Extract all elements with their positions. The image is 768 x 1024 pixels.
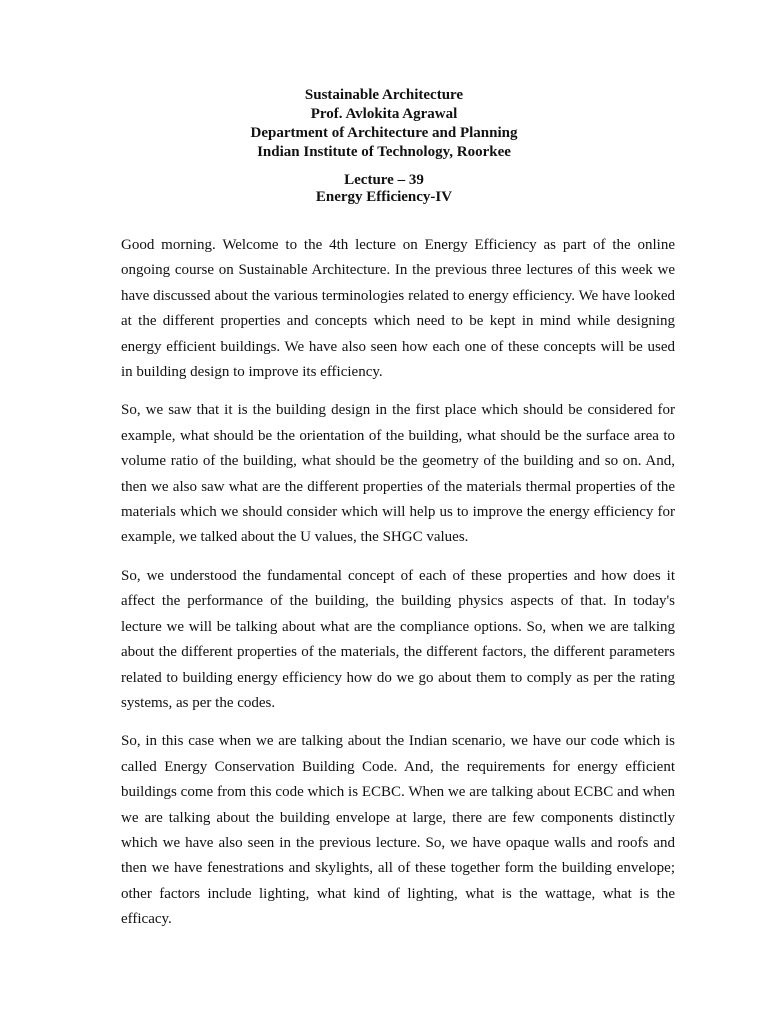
lecture-title: Energy Efficiency-IV bbox=[315, 189, 453, 205]
professor-name: Prof. Avlokita Agrawal bbox=[310, 106, 458, 122]
document-body bbox=[121, 233, 675, 946]
paragraph: So, we saw that it is the building design in the first place which should be considered for example, what should be the orientation of the building, what should be the surface area to volume ratio of the building, what should be the geometry of the building and so on. And, then we also saw what are the different properties of the materials thermal properties of the materials which we should consider which will help us to improve the energy efficiency for example, we talked about the U values, the SHGC values. bbox=[121, 402, 675, 546]
lecture-heading bbox=[0, 172, 768, 206]
paragraph: So, we understood the fundamental concept of each of these properties and how does it affect the performance of the building, the building physics aspects of that. In today's lecture we will be talking about what are the compliance options. So, when we are talking about the different properties of the materials, the different factors, the different parameters related to building energy efficiency how do we go about them to comply as per the rating systems, as per the codes. bbox=[121, 567, 675, 711]
document-header bbox=[0, 86, 768, 162]
paragraph: Good morning. Welcome to the 4th lecture on Energy Efficiency as part of the online ongoing course on Sustainable Architecture. In the previous three lectures of this week we have discussed about the various terminologies related to energy efficiency. We have looked at the different properties and concepts which need to be kept in mind while designing energy efficient buildings. We have also seen how each one of these concepts will be used in building design to improve its efficiency. bbox=[121, 237, 675, 381]
course-title: Sustainable Architecture bbox=[304, 87, 464, 103]
lecture-number: Lecture – 39 bbox=[344, 172, 424, 188]
paragraph: So, in this case when we are talking about the Indian scenario, we have our code which is called Energy Conservation Building Code. And, the requirements for energy efficient buildings come from this code which is ECBC. When we are talking about ECBC and when we are talking about the building envelope at large, there are few components distinctly which we have also seen in the previous lecture. So, we have opaque walls and roofs and then we have fenestrations and skylights, all of these together form the building envelope; other factors include lighting, what kind of lighting, what is the wattage, what is the efficacy. bbox=[121, 733, 675, 928]
department-name: Department of Architecture and Planning bbox=[250, 125, 518, 141]
institute-name: Indian Institute of Technology, Roorkee bbox=[257, 144, 511, 160]
